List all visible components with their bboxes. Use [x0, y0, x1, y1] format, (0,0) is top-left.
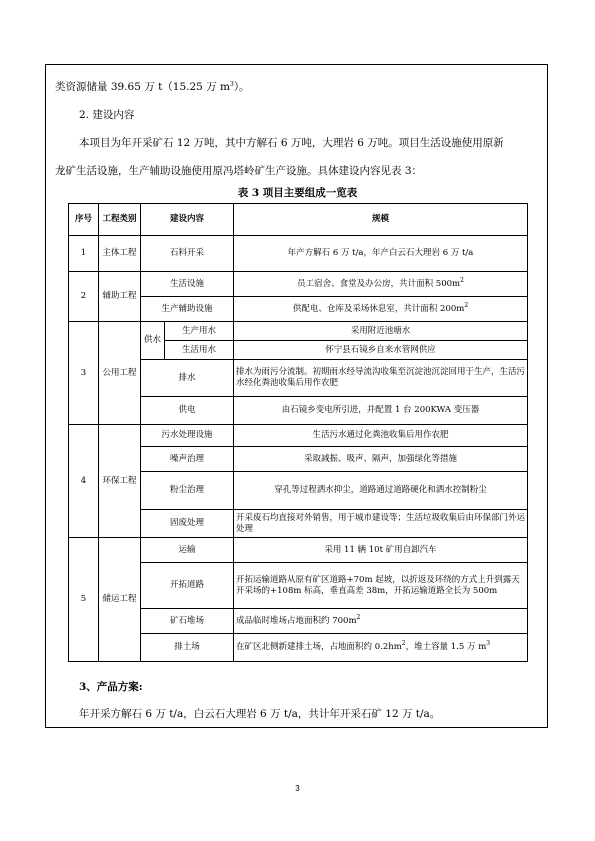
row3d-scale: 由石镜乡变电所引进，并配置 1 台 200KWA 变压器: [234, 397, 528, 425]
row2b-scale: 供配电、仓库及采场休息室，共计面积 $200m^2$: [234, 297, 528, 322]
paragraph-2: 年开采方解石 6 万 t/a，白云石大理岩 6 万 t/a，共计年开采石矿 12 万 t/a。: [79, 708, 441, 720]
row3a-content: 生产用水: [165, 322, 234, 341]
section-3-heading: 3、产品方案:: [79, 681, 143, 693]
row5a-content: 运输: [141, 538, 234, 563]
header-category: 工程类别: [99, 204, 141, 236]
row3-category: 公用工程: [99, 322, 141, 425]
table-row: [69, 272, 528, 297]
row1-content: 石料开采: [141, 236, 234, 272]
row4a-content: 污水处理设施: [141, 425, 234, 447]
table-row: [69, 425, 528, 447]
paragraph-1-line-1: 本项目为年开采矿石 12 万吨，其中方解石 6 万吨，大理岩 6 万吨。项目生活设施使用原新: [79, 137, 504, 149]
row2-seq: 2: [69, 272, 99, 322]
row3c-scale: 排水为雨污分流制。初期雨水经导流沟收集至沉淀池沉淀回用于生产，生活污水经化粪池收集后用作农肥: [234, 360, 528, 397]
row3d-content: 供电: [141, 397, 234, 425]
row4d-scale: 开采废石均直接对外销售，用于城市建设等；生活垃圾收集后由环保部门外运处理: [234, 510, 528, 538]
row5b-content: 开拓道路: [141, 563, 234, 609]
row4c-content: 粉尘治理: [141, 472, 234, 510]
header-scale: 规模: [234, 204, 528, 236]
intro-line: 类资源储量 39.65 万 t（15.25 万 $m^3$）。: [55, 81, 250, 93]
row5c-scale: 成品临时堆场占地面积约 $700m^2$: [234, 609, 528, 634]
row5-category: 储运工程: [99, 538, 141, 662]
row3-seq: 3: [69, 322, 99, 425]
row3c-content: 排水: [141, 360, 234, 397]
table-row: [69, 322, 528, 341]
row2-category: 辅助工程: [99, 272, 141, 322]
row1-scale: 年产方解石 6 万 t/a，年产白云石大理岩 6 万 t/a: [234, 236, 528, 272]
row2b-content: 生产辅助设施: [141, 297, 234, 322]
section-2-heading: 2. 建设内容: [79, 109, 135, 121]
row4b-content: 噪声治理: [141, 447, 234, 472]
table-row: [69, 538, 528, 563]
row3-supply: 供水: [141, 322, 165, 360]
row3b-scale: 怀宁县石镜乡自来水管网供应: [234, 341, 528, 360]
row2a-scale: 员工宿舍、食堂及办公房，共计面积 $500m^2$: [234, 272, 528, 297]
project-composition-table: [68, 203, 528, 662]
row5b-scale: 开拓运输道路从原有矿区道路+70m 起坡，以折返及环绕的方式上升到露天开采场的+108m 标高，垂直高差 38m，开拓运输道路全长为 500m: [234, 563, 528, 609]
row3a-scale: 采用附近池塘水: [234, 322, 528, 341]
row4c-scale: 穿孔等过程洒水抑尘，道路通过道路硬化和洒水控制粉尘: [234, 472, 528, 510]
row5-seq: 5: [69, 538, 99, 662]
paragraph-1-line-2: 龙矿生活设施，生产辅助设施使用原冯塔岭矿生产设施。具体建设内容见表 3：: [55, 165, 423, 177]
table-header-row: [69, 204, 528, 236]
row5a-scale: 采用 11 辆 10t 矿用自卸汽车: [234, 538, 528, 563]
table-caption: 表 3 项目主要组成一览表: [237, 187, 358, 199]
row5d-scale: 在矿区北侧新建排土场，占地面积约 $0.2hm^2$，堆土容量 1.5 万 $m^3$: [234, 634, 528, 662]
header-content: 建设内容: [141, 204, 234, 236]
row5d-content: 排土场: [141, 634, 234, 662]
row4-category: 环保工程: [99, 425, 141, 538]
row4-seq: 4: [69, 425, 99, 538]
row4d-content: 固废处理: [141, 510, 234, 538]
row1-category: 主体工程: [99, 236, 141, 272]
header-seq: 序号: [69, 204, 99, 236]
row2a-content: 生活设施: [141, 272, 234, 297]
row3b-content: 生活用水: [165, 341, 234, 360]
row4a-scale: 生活污水通过化粪池收集后用作农肥: [234, 425, 528, 447]
row4b-scale: 采取减振、吸声、隔声，加强绿化等措施: [234, 447, 528, 472]
page-number: 3: [295, 784, 300, 793]
row1-seq: 1: [69, 236, 99, 272]
row5c-content: 矿石堆场: [141, 609, 234, 634]
table-row: [69, 236, 528, 272]
